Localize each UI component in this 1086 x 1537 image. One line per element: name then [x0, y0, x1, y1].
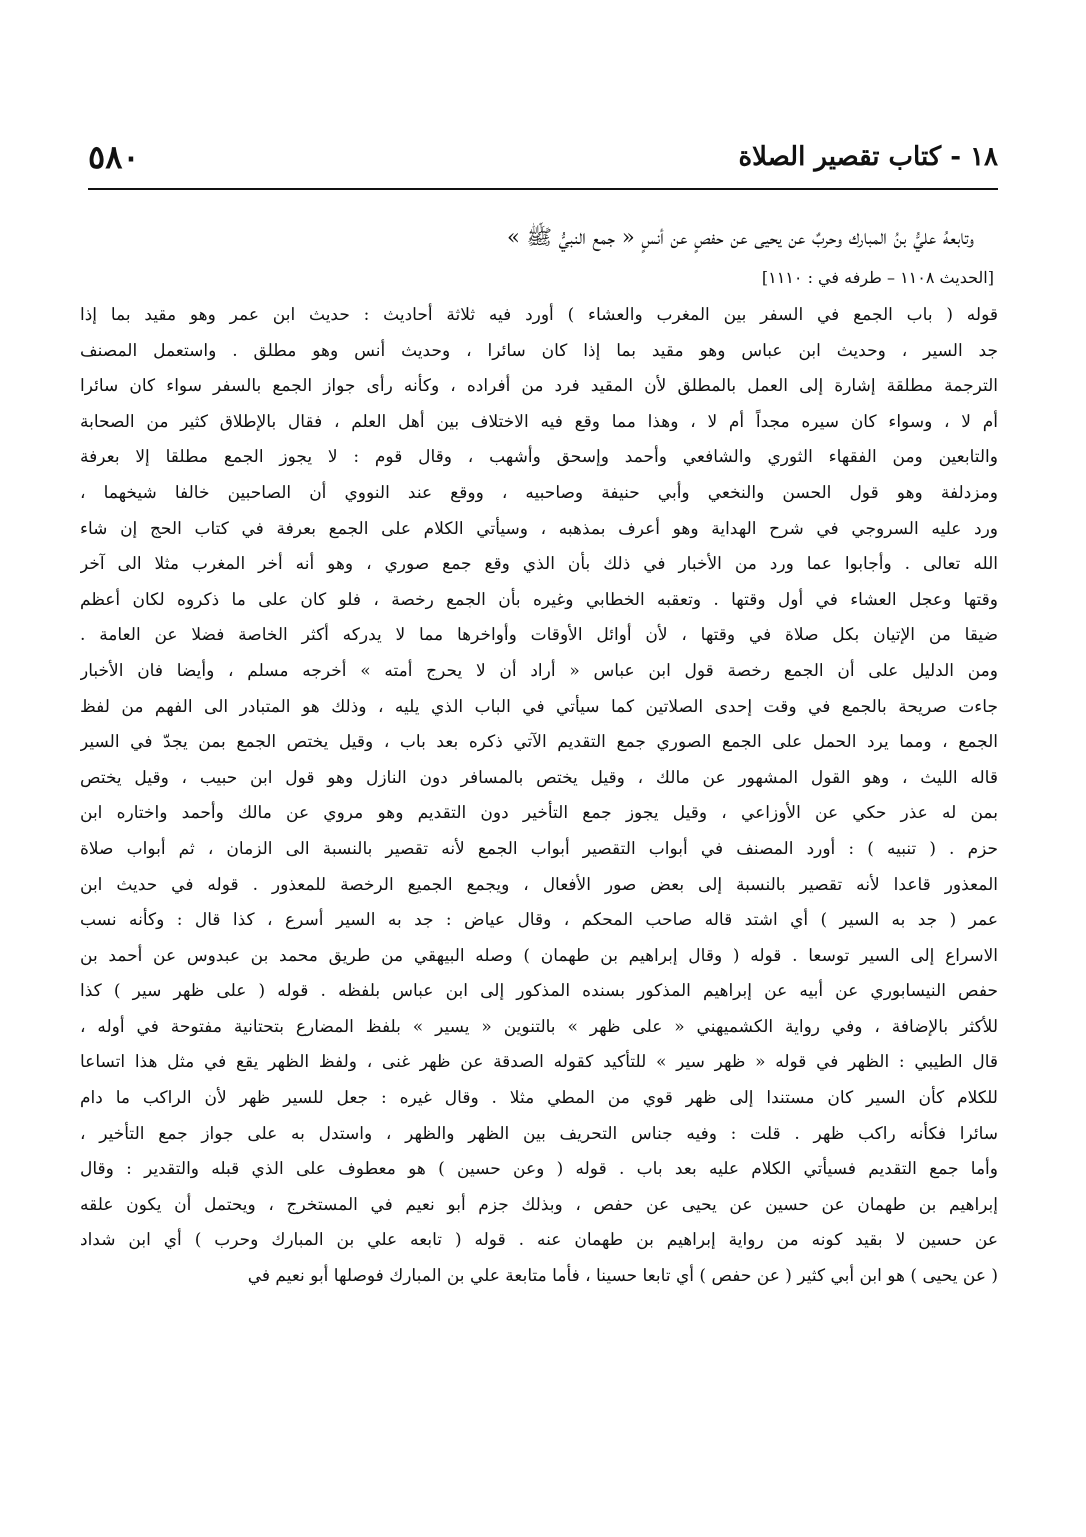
commentary-line: وقتها وعجل العشاء في أول وقتها . وتعقبه الخطابي وغيره بأن الجمع رخصة ، فلو كان على ما ذكروه لكان أعظم [80, 589, 998, 610]
commentary-line: عن حسين لا بقيد كونه من رواية إبراهيم بن طهمان عنه . قوله ( تابعه علي بن المبارك وحرب ) أي ابن شداد [80, 1230, 998, 1251]
commentary-line: جد السير ، وحديث ابن عباس وهو مقيد بما إذا كان سائرا ، وحديث أنس وهو مطلق . واستعمل المصنف [80, 340, 998, 361]
commentary-line: أم لا ، وسواء كان سيره مجداً أم لا ، وهذا مما وقع فيه الاختلاف بين أهل العلم ، فقال بالإطلاق كثير من الصحابة [80, 411, 998, 432]
commentary-line: وأما جمع التقديم فسيأتي الكلام عليه بعد باب . قوله ( وعن حسين ) هو معطوف على الذي قبله والتقدير : وقال [80, 1159, 998, 1180]
page-header [88, 138, 998, 182]
commentary-line: الاسراع إلى السير توسعا . قوله ( وقال إبراهيم بن طهمان ) وصله البيهقي من طريق محمد بن عبدوس عن أحمد بن [80, 945, 998, 966]
commentary-line: للأكثر بالإضافة ، وفي رواية الكشميهني « على ظهر » بالتنوين « يسير » بلفظ المضارع بتحتانية مفتوحة في أوله ، [80, 1016, 998, 1037]
commentary-line: الله تعالى . وأجابوا عما ورد من الأخبار في ذلك بأن الذي وقع جمع صوري ، وهو أنه أخر المغرب مثلا الى آخر [80, 554, 998, 575]
commentary-line: إبراهيم بن طهمان عن حسين عن يحيى عن حفص ، وبذلك جزم أبو نعيم في المستخرج ، ويحتمل أن يكون علقه [80, 1194, 998, 1215]
hadith-text: وتابعهُ عليُّ بنُ المبارك وحربٌ عن يحيى عن حفصٍ عن أنسٍ « جمع النبيُّ ﷺ » [507, 225, 974, 249]
header-divider [88, 188, 998, 190]
commentary-line: جاءت صريحة بالجمع في وقت إحدى الصلاتين كما سيأتي في الباب الذي يليه ، وذلك هو المتبادر الى الفهم من لفظ [80, 696, 998, 717]
hadith-reference: [الحديث ١١٠٨ – طرفه في : ١١١٠] [761, 268, 994, 287]
commentary-line: المعذور قاعدا لأنه تقصير بالنسبة إلى بعض صور الأفعال ، ويجمع الجميع الرخصة للمعذور . قوله في حديث ابن [80, 874, 998, 895]
commentary-line: قال الطيبي : الظهر في قوله « ظهر سير » للتأكيد كقوله الصدقة عن ظهر غنى ، ولفظ الظهر يقع في مثل هذا اتساعا [80, 1052, 998, 1073]
commentary-body [80, 298, 998, 1295]
commentary-line: عمر ( جد به السير ) أي اشتد قاله صاحب المحكم ، وقال عياض : جد به السير أسرع ، كذا قال : وكأنه نسب [80, 910, 998, 931]
commentary-line: قاله الليث ، وهو القول المشهور عن مالك ، وقيل يختص بالمسافر دون النازل وهو قول ابن حبيب ، وقيل يختص [80, 767, 998, 788]
commentary-line: ورد عليه السروجي في شرح الهداية وهو أعرف بمذهبه ، وسيأتي الكلام على الجمع بعرفة في كتاب الحج إن شاء [80, 518, 998, 539]
commentary-line: ضيقا من الإتيان بكل صلاة في وقتها ، لأن أوائل الأوقات وأواخرها مما لا يدركه أكثر الخاصة فضلا عن العامة . [80, 625, 998, 646]
commentary-line: للكلام كأن السير كان مستندا إلى ظهر قوي من المطي مثلا . وقال غيره : جعل للسير ظهر لأن الراكب ما دام [80, 1088, 998, 1109]
commentary-line: الجمع ، ومما يرد الحمل على الجمع الصوري جمع التقديم الآتي ذكره بعد باب ، وقيل يختص الجمع بمن يجدّ في السير [80, 732, 998, 753]
commentary-line: سائرا فكأنه راكب ظهر . قلت : وفيه جناس التحريف بين الظهر والظهر ، واستدل به على جواز جمع التأخير ، [80, 1123, 998, 1144]
commentary-line: حفص النيسابوري عن أبيه عن إبراهيم المذكور بسنده المذكور إلى ابن عباس بلفظه . قوله ( على ظهر سير ) كذا [80, 981, 998, 1002]
commentary-line: قوله ( باب الجمع في السفر بين المغرب والعشاء ) أورد فيه ثلاثة أحاديث : حديث ابن عمر وهو مقيد بما إذا [80, 305, 998, 325]
commentary-line: ومن الدليل على أن الجمع رخصة قول ابن عباس « أراد أن لا يحرج أمته » أخرجه مسلم ، وأيضا فان الأخبار [80, 660, 998, 681]
commentary-line: والتابعين ومن الفقهاء الثوري والشافعي وأحمد وإسحق وأشهب ، وقال قوم : لا يجوز الجمع مطلقا إلا بعرفة [80, 447, 998, 468]
commentary-line: الترجمة مطلقة إشارة إلى العمل بالمطلق لأن المقيد فرد من أفراده ، وكأنه رأى جواز الجمع بالسفر سواء كان سائرا [80, 376, 998, 397]
commentary-line: ومزدلفة وهو قول الحسن والنخعي وأبي حنيفة وصاحبيه ، ووقع عند النووي أن الصاحبين خالفا شيخهما ، [80, 482, 998, 503]
commentary-line: ( عن يحيى ) هو ابن أبي كثير ( عن حفص ) أي تابعا حسينا ، فأما متابعة علي بن المبارك فوصلها أبو نعيم في [247, 1266, 998, 1287]
commentary-line: حزم . ( تنبيه ) : أورد المصنف في أبواب التقصير أبواب الجمع لأنه تقصير بالنسبة الى الزمان ، ثم أبواب صلاة [80, 838, 998, 859]
commentary-line: بمن له عذر حكي عن الأوزاعي ، وقيل يجوز جمع التأخير دون التقديم وهو مروي عن مالك وأحمد واختاره ابن [80, 803, 998, 824]
page-number: ٥٨٠ [88, 138, 140, 176]
chapter-title: ١٨ - كتاب تقصير الصلاة [738, 142, 998, 172]
